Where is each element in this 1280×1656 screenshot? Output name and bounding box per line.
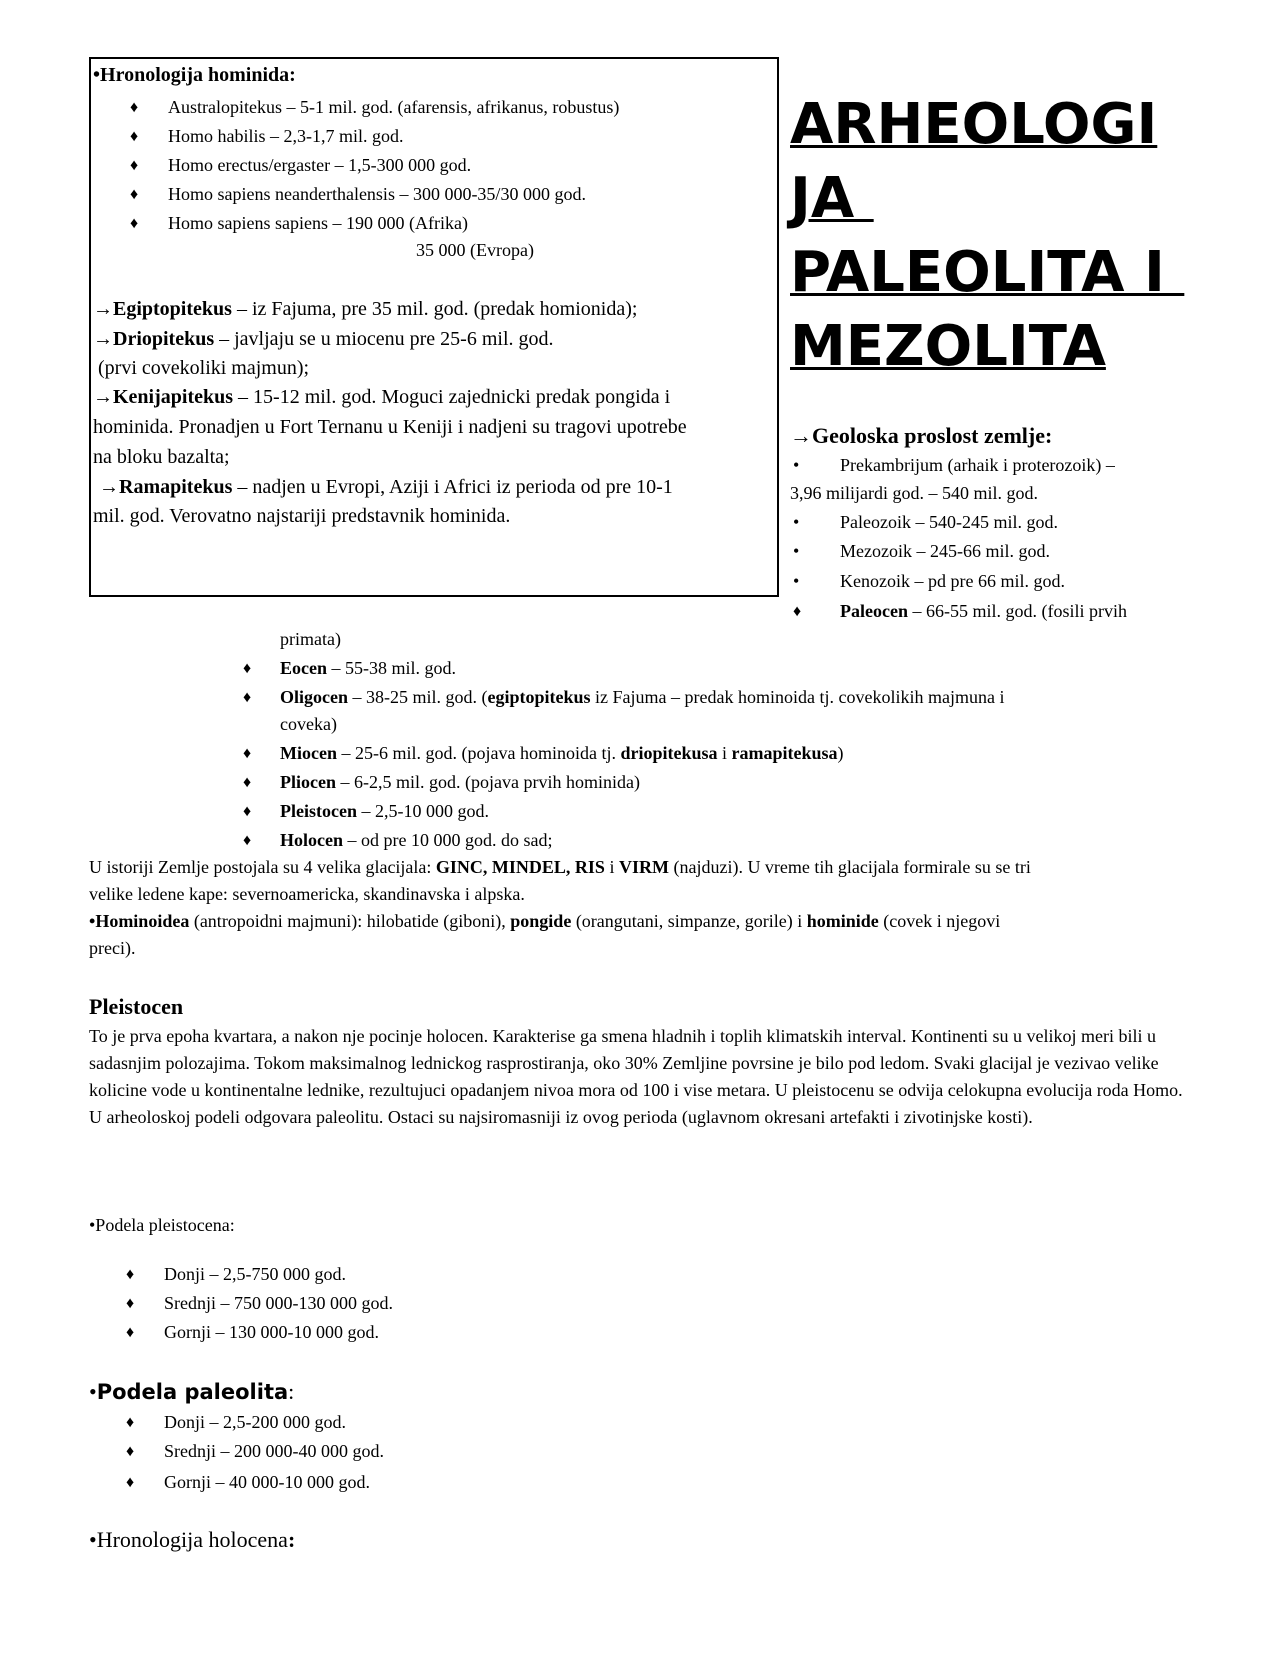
page-title: ARHEOLOGI JA PALEOLITA I MEZOLITA <box>790 92 1185 379</box>
pleistocene-division-item: Srednji – 750 000-130 000 god. <box>164 1293 393 1313</box>
geology-epoch: Pleistocen – 2,5-10 000 god. <box>280 801 489 821</box>
geology-era: Mezozoik – 245-66 mil. god. <box>840 541 1050 561</box>
geology-era: Prekambrijum (arhaik i proterozoik) – <box>840 455 1115 475</box>
hominoidea-text-2: preci). <box>89 938 136 958</box>
dot-bullet-icon: • <box>793 455 800 475</box>
pleistocene-heading: Pleistocen <box>89 994 184 1019</box>
geology-epoch: Holocen – od pre 10 000 god. do sad; <box>280 830 553 850</box>
pleistocene-paragraph: To je prva epoha kvartara, a nakon nje pocinje holocen. Karakterise ga smena hladnih i toplih klimatskih interval. Kontinenti su u velikoj meri bili u sadasnjim polozajima. Tokom maksimalnog lednickog rasprostiranja, oko 30% Zemljine povrsine je bilo pod ledom. Svaki glacijal je vezivao velike kolicine vode u kontinentalne lednike, rezultujuci opadanjem nivoa mora od 100 i vise metara. U pleistocenu se odvija celokupna evolucija roda Homo. U arheoloskoj podeli odgovara paleolitu. Ostaci su najsiromasniji iz ovog perioda (uglavnom okresani artefakti i zivotinjske kosti). <box>89 1026 1183 1127</box>
diamond-bullet-icon: ♦ <box>130 215 139 232</box>
paleolithic-division-item: Srednji – 200 000-40 000 god. <box>164 1441 384 1461</box>
geology-epoch: Oligocen – 38-25 mil. god. (egiptopitekus iz Fajuma – predak hominoida tj. covekolikih majmuna i <box>280 687 1005 707</box>
diamond-bullet-icon: ♦ <box>793 603 802 620</box>
diamond-bullet-icon: ♦ <box>126 1443 135 1460</box>
hominid-item-europe: 35 000 (Evropa) <box>416 240 534 260</box>
geology-epoch: Miocen – 25-6 mil. god. (pojava hominoida tj. driopitekusa i ramapitekusa) <box>280 743 844 763</box>
diamond-bullet-icon: ♦ <box>126 1474 135 1491</box>
ramapitekus-line: →Ramapitekus – nadjen u Evropi, Aziji i Africi iz perioda od pre 10-1 <box>99 476 673 498</box>
diamond-bullet-icon: ♦ <box>126 1266 135 1283</box>
diamond-bullet-icon: ♦ <box>243 689 252 706</box>
diamond-bullet-icon: ♦ <box>243 803 252 820</box>
egiptopitekus-line: →Egiptopitekus – iz Fajuma, pre 35 mil. god. (predak homionida); <box>93 298 638 320</box>
glaciation-text-2: velike ledene kape: severnoamericka, skandinavska i alpska. <box>89 884 525 904</box>
diamond-bullet-icon: ♦ <box>126 1295 135 1312</box>
geology-heading: →Geoloska proslost zemlje: <box>790 423 1053 448</box>
kenijapitekus-line-3: na bloku bazalta; <box>93 446 230 468</box>
dot-bullet-icon: • <box>793 571 800 591</box>
hominid-item: Australopitekus – 5-1 mil. god. (afarensis, afrikanus, robustus) <box>168 97 620 117</box>
dot-bullet-icon: • <box>793 512 800 532</box>
hominid-item: Homo habilis – 2,3-1,7 mil. god. <box>168 126 404 146</box>
holocene-heading: •Hronologija holocena: <box>89 1527 296 1552</box>
diamond-bullet-icon: ♦ <box>130 186 139 203</box>
driopitekus-line: →Driopitekus – javljaju se u miocenu pre 25-6 mil. god. <box>93 328 554 350</box>
glaciation-text: U istoriji Zemlje postojala su 4 velika glacijala: GINC, MINDEL, RIS i VIRM (najduzi). U vreme tih glacijala formirale su se tri <box>89 857 1031 877</box>
pleistocene-division-item: Donji – 2,5-750 000 god. <box>164 1264 346 1284</box>
kenijapitekus-line: →Kenijapitekus – 15-12 mil. god. Moguci zajednicki predak pongida i <box>93 386 671 408</box>
diamond-bullet-icon: ♦ <box>243 774 252 791</box>
pleistocene-division-item: Gornji – 130 000-10 000 god. <box>164 1322 379 1342</box>
hominid-heading: •Hronologija hominida: <box>93 64 296 86</box>
geology-epoch: Pliocen – 6-2,5 mil. god. (pojava prvih hominida) <box>280 772 640 792</box>
geology-epoch: Paleocen – 66-55 mil. god. (fosili prvih <box>840 601 1127 621</box>
paleolithic-division-item: Donji – 2,5-200 000 god. <box>164 1412 346 1432</box>
paleolithic-division-heading: •Podela paleolita: <box>89 1379 295 1404</box>
diamond-bullet-icon: ♦ <box>126 1414 135 1431</box>
driopitekus-line-2: (prvi covekoliki majmun); <box>98 357 310 379</box>
diamond-bullet-icon: ♦ <box>243 660 252 677</box>
paleolithic-division-item: Gornji – 40 000-10 000 god. <box>164 1472 370 1492</box>
diamond-bullet-icon: ♦ <box>243 745 252 762</box>
hominid-item: Homo sapiens neanderthalensis – 300 000-35/30 000 god. <box>168 184 586 204</box>
geology-epoch-cont: primata) <box>280 629 341 649</box>
geology-epoch: Eocen – 55-38 mil. god. <box>280 658 456 678</box>
diamond-bullet-icon: ♦ <box>130 99 139 116</box>
hominid-item: Homo sapiens sapiens – 190 000 (Afrika) <box>168 213 468 233</box>
dot-bullet-icon: • <box>793 541 800 561</box>
ramapitekus-line-2: mil. god. Verovatno najstariji predstavnik hominida. <box>93 505 511 527</box>
geology-era: Paleozoik – 540-245 mil. god. <box>840 512 1058 532</box>
diamond-bullet-icon: ♦ <box>126 1324 135 1341</box>
diamond-bullet-icon: ♦ <box>130 157 139 174</box>
kenijapitekus-line-2: hominida. Pronadjen u Fort Ternanu u Keniji i nadjeni su tragovi upotrebe <box>93 416 687 438</box>
hominid-item: Homo erectus/ergaster – 1,5-300 000 god. <box>168 155 472 175</box>
pleistocene-division-heading: •Podela pleistocena: <box>89 1215 235 1235</box>
diamond-bullet-icon: ♦ <box>130 128 139 145</box>
geology-era-cont: 3,96 milijardi god. – 540 mil. god. <box>790 483 1038 503</box>
geology-era: Kenozoik – pd pre 66 mil. god. <box>840 571 1065 591</box>
hominoidea-text: •Hominoidea (antropoidni majmuni): hilobatide (giboni), pongide (orangutani, simpanze, gorile) i hominide (covek i njegovi <box>89 911 1001 931</box>
diamond-bullet-icon: ♦ <box>243 832 252 849</box>
geology-epoch-cont: coveka) <box>280 714 337 734</box>
